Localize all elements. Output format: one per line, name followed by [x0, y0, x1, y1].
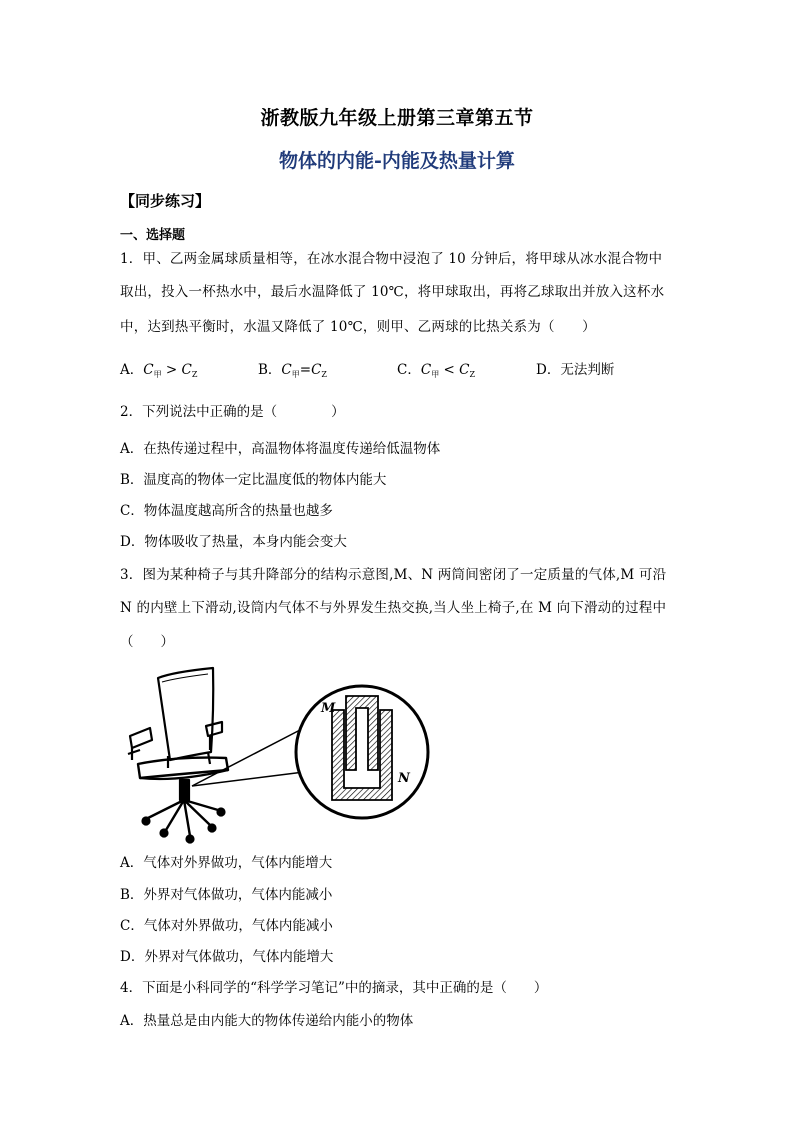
q1-stem-line-1: 1．甲、乙两金属球质量相等，在冰水混合物中浸泡了 10 分钟后，将甲球从冰水混合物中: [120, 251, 663, 267]
q4-stem: 4．下面是小科同学的“科学学习笔记”中的摘录，其中正确的是（ ）: [120, 980, 548, 996]
subscript-jia: 甲: [291, 370, 300, 379]
subscript-jia: 甲: [153, 370, 162, 379]
c-symbol: C: [181, 362, 192, 378]
c-symbol: C: [281, 362, 292, 378]
q1-stem-line-3: 中，达到热平衡时，水温又降低了 10℃，则甲、乙两球的比热关系为（ ）: [120, 319, 596, 335]
q2-option-c: C．物体温度越高所含的热量也越多: [120, 503, 333, 519]
q3-option-b: B．外界对气体做功，气体内能减小: [120, 887, 333, 903]
operator: <: [439, 362, 460, 378]
subsection-heading: 一、选择题: [120, 228, 186, 243]
c-symbol: C: [311, 362, 322, 378]
c-symbol: C: [459, 362, 470, 378]
q2-stem: 2．下列说法中正确的是（ ）: [120, 404, 345, 420]
subscript-jia: 甲: [431, 370, 440, 379]
document-subtitle: 物体的内能-内能及热量计算: [279, 150, 515, 172]
q1-option-a: [120, 358, 197, 380]
q3-option-d: D．外界对气体做功，气体内能增大: [120, 949, 334, 965]
document-title: 浙教版九年级上册第三章第五节: [260, 107, 534, 129]
operator: >: [161, 362, 182, 378]
chair-lift-diagram: [118, 660, 438, 845]
q2-option-a: A．在热传递过程中，高温物体将温度传递给低温物体: [120, 441, 441, 457]
label-n: N: [398, 771, 410, 786]
subscript-yi: Z: [321, 370, 327, 379]
section-heading: 【同步练习】: [120, 192, 211, 210]
q2-option-d: D．物体吸收了热量，本身内能会变大: [120, 534, 347, 550]
option-label: B．: [258, 362, 282, 378]
subscript-yi: Z: [469, 370, 475, 379]
q1-option-b: [258, 358, 327, 380]
chair-illustration: [128, 668, 228, 843]
q3-stem-line-1: 3．图为某种椅子与其升降部分的结构示意图,M、N 两筒间密闭了一定质量的气体,M 可沿: [120, 567, 667, 583]
q1-stem-line-2: 取出，投入一杯热水中，最后水温降低了 10℃，将甲球取出，再将乙球取出并放入这杯水: [120, 284, 665, 300]
option-text: 无法判断: [560, 362, 615, 378]
label-m: M: [321, 701, 336, 716]
option-label: D．: [536, 362, 561, 378]
q4-option-a: A．热量总是由内能大的物体传递给内能小的物体: [120, 1013, 414, 1029]
option-label: A．: [120, 362, 144, 378]
option-label: C．: [397, 362, 421, 378]
q1-option-c: [397, 358, 475, 380]
operator: =: [299, 362, 312, 378]
q3-option-c: C．气体对外界做功，气体内能减小: [120, 918, 333, 934]
q3-option-a: A．气体对外界做功，气体内能增大: [120, 855, 333, 871]
c-symbol: C: [143, 362, 154, 378]
q1-option-d: [536, 358, 614, 378]
q3-stem-line-3: （ ）: [120, 634, 174, 650]
c-symbol: C: [420, 362, 432, 378]
subscript-yi: Z: [191, 370, 198, 379]
q2-option-b: B．温度高的物体一定比温度低的物体内能大: [120, 472, 387, 488]
q3-stem-line-2: N 的内壁上下滑动,设筒内气体不与外界发生热交换,当人坐上椅子,在 M 向下滑动的过程中: [120, 600, 667, 616]
